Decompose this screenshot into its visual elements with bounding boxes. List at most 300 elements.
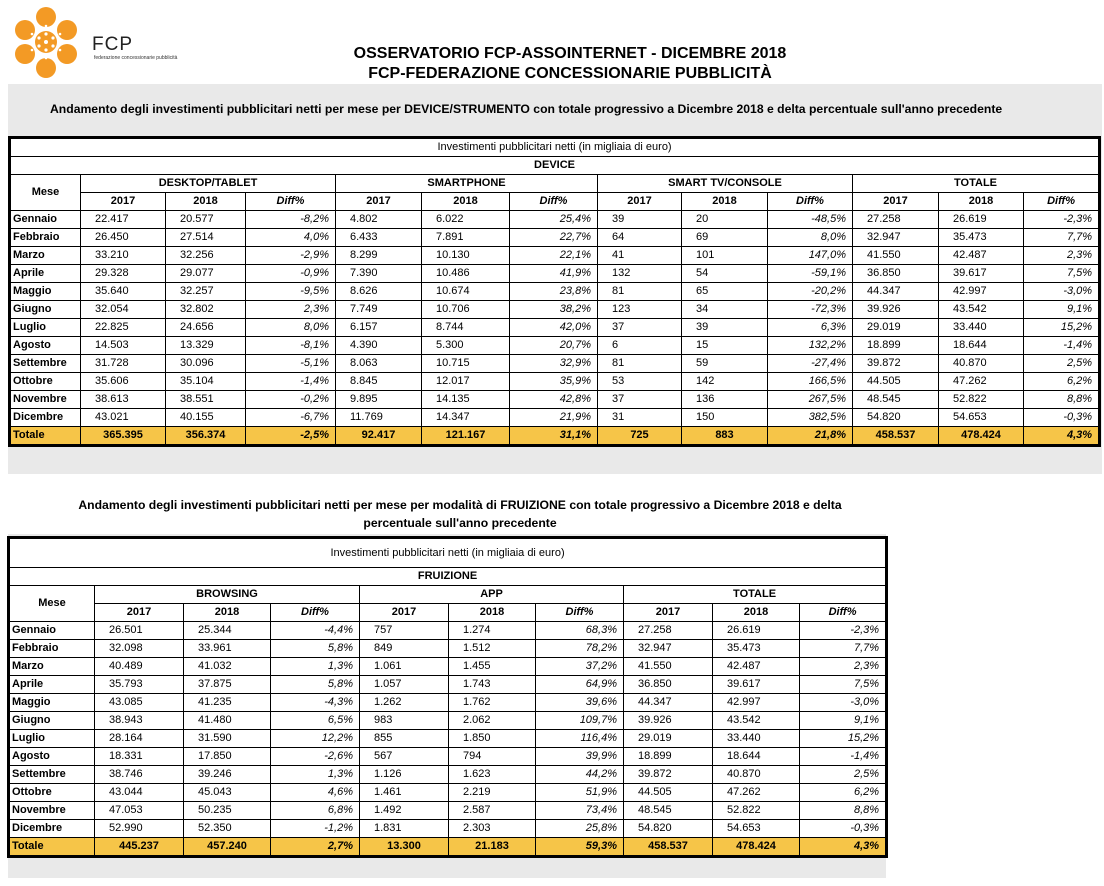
logo-subtext: federazione concessionarie pubblicità [94,55,178,61]
value-cell: 39.872 [853,355,939,373]
diff-cell: -2,3% [800,622,886,640]
value-cell: 48.545 [853,391,939,409]
diff-cell: 7,5% [1024,265,1099,283]
diff-cell: 8,0% [768,229,853,247]
value-cell: 38.943 [95,712,184,730]
table-row [11,247,1099,265]
value-cell: 30.096 [166,355,246,373]
diff-cell: 5,8% [271,676,360,694]
month-cell: Agosto [10,748,95,766]
value-cell: 18.899 [624,748,713,766]
value-cell: 27.258 [624,622,713,640]
diff-cell: -0,3% [1024,409,1099,427]
month-cell: Dicembre [10,820,95,838]
value-cell: 12.017 [422,373,510,391]
value-cell: 123 [598,301,682,319]
value-cell: 11.769 [336,409,422,427]
value-cell: 42.997 [939,283,1024,301]
diff-header: Diff% [246,193,336,211]
diff-cell: 9,1% [800,712,886,730]
month-cell: Totale [11,427,81,445]
table-row [11,283,1099,301]
diff-cell: 1,3% [271,658,360,676]
value-cell: 794 [449,748,536,766]
diff-cell: 2,5% [1024,355,1099,373]
diff-header: Diff% [271,604,360,622]
diff-cell: 31,1% [510,427,598,445]
value-cell: 43.542 [713,712,800,730]
value-cell: 39 [682,319,768,337]
value-cell: 65 [682,283,768,301]
value-cell: 1.461 [360,784,449,802]
diff-cell: 2,7% [271,838,360,856]
value-cell: 32.256 [166,247,246,265]
value-cell: 39.246 [184,766,271,784]
month-cell: Febbraio [10,640,95,658]
table-row [11,409,1099,427]
value-cell: 35.606 [81,373,166,391]
table-row [10,748,886,766]
value-cell: 7.749 [336,301,422,319]
value-cell: 2.062 [449,712,536,730]
diff-cell: 132,2% [768,337,853,355]
diff-cell: -8,2% [246,211,336,229]
mese-header: Mese [10,586,95,622]
year-header: 2017 [336,193,422,211]
value-cell: 36.850 [624,676,713,694]
diff-cell: 44,2% [536,766,624,784]
diff-cell: 23,8% [510,283,598,301]
value-cell: 22.825 [81,319,166,337]
value-cell: 2.587 [449,802,536,820]
value-cell: 64 [598,229,682,247]
value-cell: 458.537 [853,427,939,445]
value-cell: 52.990 [95,820,184,838]
value-cell: 38.613 [81,391,166,409]
value-cell: 1.743 [449,676,536,694]
value-cell: 983 [360,712,449,730]
diff-cell: 6,2% [800,784,886,802]
diff-cell: -2,9% [246,247,336,265]
value-cell: 27.258 [853,211,939,229]
value-cell: 54.653 [939,409,1024,427]
month-cell: Luglio [10,730,95,748]
value-cell: 52.822 [939,391,1024,409]
diff-cell: 7,7% [800,640,886,658]
section1-title: Andamento degli investimenti pubblicitari netti per mese per DEVICE/STRUMENTO con totale progressivo a Dicembre 2018 e delta percentuale sull'anno precedente [50,102,1003,116]
value-cell: 6 [598,337,682,355]
table-row [11,301,1099,319]
value-cell: 35.793 [95,676,184,694]
value-cell: 39.872 [624,766,713,784]
diff-cell: 20,7% [510,337,598,355]
table-row [11,319,1099,337]
value-cell: 855 [360,730,449,748]
month-cell: Novembre [11,391,81,409]
value-cell: 142 [682,373,768,391]
value-cell: 10.706 [422,301,510,319]
value-cell: 365.395 [81,427,166,445]
value-cell: 31.590 [184,730,271,748]
value-cell: 757 [360,622,449,640]
month-cell: Gennaio [10,622,95,640]
table-row [10,802,886,820]
value-cell: 1.492 [360,802,449,820]
value-cell: 150 [682,409,768,427]
value-cell: 41 [598,247,682,265]
value-cell: 1.057 [360,676,449,694]
value-cell: 883 [682,427,768,445]
value-cell: 32.802 [166,301,246,319]
diff-cell: -72,3% [768,301,853,319]
month-cell: Dicembre [11,409,81,427]
diff-cell: -1,2% [271,820,360,838]
month-cell: Aprile [10,676,95,694]
value-cell: 41.550 [624,658,713,676]
year-header: 2017 [624,604,713,622]
month-cell: Aprile [11,265,81,283]
year-header: 2017 [853,193,939,211]
diff-cell: 4,0% [246,229,336,247]
value-cell: 27.514 [166,229,246,247]
diff-cell: 116,4% [536,730,624,748]
diff-cell: -20,2% [768,283,853,301]
value-cell: 39.926 [624,712,713,730]
value-cell: 54 [682,265,768,283]
diff-cell: 4,6% [271,784,360,802]
month-cell: Settembre [11,355,81,373]
diff-cell: -48,5% [768,211,853,229]
diff-cell: 51,9% [536,784,624,802]
col-app: APP [360,586,624,604]
value-cell: 6.022 [422,211,510,229]
month-cell: Giugno [11,301,81,319]
value-cell: 48.545 [624,802,713,820]
table2-group: FRUIZIONE [10,568,886,586]
diff-cell: 7,7% [1024,229,1099,247]
table1-group: DEVICE [11,157,1099,175]
diff-cell: 38,2% [510,301,598,319]
value-cell: 81 [598,283,682,301]
value-cell: 17.850 [184,748,271,766]
diff-cell: 25,8% [536,820,624,838]
table-row [10,676,886,694]
value-cell: 4.802 [336,211,422,229]
diff-cell: -1,4% [1024,337,1099,355]
value-cell: 1.262 [360,694,449,712]
table-row [10,640,886,658]
value-cell: 53 [598,373,682,391]
value-cell: 1.623 [449,766,536,784]
diff-header: Diff% [536,604,624,622]
diff-cell: 2,3% [246,301,336,319]
value-cell: 5.300 [422,337,510,355]
diff-cell: -1,4% [800,748,886,766]
value-cell: 725 [598,427,682,445]
page-title [240,44,900,84]
value-cell: 14.347 [422,409,510,427]
value-cell: 13.300 [360,838,449,856]
value-cell: 40.489 [95,658,184,676]
value-cell: 8.845 [336,373,422,391]
col-smartphone: SMARTPHONE [336,175,598,193]
value-cell: 35.640 [81,283,166,301]
value-cell: 9.895 [336,391,422,409]
value-cell: 32.098 [95,640,184,658]
value-cell: 34 [682,301,768,319]
total-row [10,838,886,856]
col-browsing: BROWSING [95,586,360,604]
value-cell: 38.551 [166,391,246,409]
value-cell: 1.850 [449,730,536,748]
section2-title [30,496,890,532]
col-smart-tv-console: SMART TV/CONSOLE [598,175,853,193]
table-row [10,694,886,712]
diff-cell: 39,6% [536,694,624,712]
year-header: 2017 [81,193,166,211]
value-cell: 29.077 [166,265,246,283]
diff-cell: -0,2% [246,391,336,409]
value-cell: 121.167 [422,427,510,445]
diff-cell: 166,5% [768,373,853,391]
month-cell: Febbraio [11,229,81,247]
value-cell: 18.331 [95,748,184,766]
value-cell: 29.328 [81,265,166,283]
year-header: 2018 [939,193,1024,211]
value-cell: 39 [598,211,682,229]
diff-cell: 8,8% [1024,391,1099,409]
value-cell: 101 [682,247,768,265]
year-header: 2017 [598,193,682,211]
diff-cell: 2,3% [1024,247,1099,265]
diff-cell: 4,3% [1024,427,1099,445]
diff-cell: 8,8% [800,802,886,820]
value-cell: 52.350 [184,820,271,838]
table-row [11,391,1099,409]
diff-header: Diff% [1024,193,1099,211]
value-cell: 8.626 [336,283,422,301]
value-cell: 39.926 [853,301,939,319]
value-cell: 32.257 [166,283,246,301]
diff-cell: 4,3% [800,838,886,856]
value-cell: 7.891 [422,229,510,247]
diff-cell: 39,9% [536,748,624,766]
value-cell: 69 [682,229,768,247]
value-cell: 356.374 [166,427,246,445]
value-cell: 37 [598,319,682,337]
year-header: 2018 [682,193,768,211]
diff-cell: 8,0% [246,319,336,337]
value-cell: 26.450 [81,229,166,247]
diff-cell: 2,3% [800,658,886,676]
value-cell: 45.043 [184,784,271,802]
value-cell: 43.044 [95,784,184,802]
fruizione-table [9,538,886,856]
table-row [10,658,886,676]
value-cell: 31.728 [81,355,166,373]
col-totale: TOTALE [853,175,1099,193]
month-cell: Ottobre [11,373,81,391]
flower-logo-icon [8,6,88,80]
month-cell: Luglio [11,319,81,337]
diff-cell: -0,9% [246,265,336,283]
diff-cell: 109,7% [536,712,624,730]
diff-cell: 21,9% [510,409,598,427]
diff-cell: -3,0% [1024,283,1099,301]
value-cell: 33.440 [939,319,1024,337]
table1-caption: Investimenti pubblicitari netti (in migliaia di euro) [11,139,1099,157]
value-cell: 33.210 [81,247,166,265]
value-cell: 29.019 [624,730,713,748]
value-cell: 54.653 [713,820,800,838]
value-cell: 92.417 [336,427,422,445]
month-cell: Marzo [11,247,81,265]
value-cell: 18.644 [939,337,1024,355]
month-cell: Maggio [11,283,81,301]
year-header: 2018 [713,604,800,622]
value-cell: 1.126 [360,766,449,784]
value-cell: 1.512 [449,640,536,658]
diff-cell: 25,4% [510,211,598,229]
table-row [11,355,1099,373]
value-cell: 567 [360,748,449,766]
diff-header: Diff% [768,193,853,211]
value-cell: 1.455 [449,658,536,676]
mese-header: Mese [11,175,81,211]
table-row [11,337,1099,355]
month-cell: Ottobre [10,784,95,802]
value-cell: 26.501 [95,622,184,640]
title-line-1: OSSERVATORIO FCP-ASSOINTERNET - DICEMBRE 2018 [353,45,787,62]
diff-cell: 6,8% [271,802,360,820]
diff-cell: 7,5% [800,676,886,694]
value-cell: 36.850 [853,265,939,283]
value-cell: 50.235 [184,802,271,820]
value-cell: 33.440 [713,730,800,748]
value-cell: 40.870 [713,766,800,784]
value-cell: 10.130 [422,247,510,265]
table-row [10,784,886,802]
value-cell: 41.480 [184,712,271,730]
diff-header: Diff% [510,193,598,211]
section2-title-line-1: Andamento degli investimenti pubblicitari netti per mese per modalità di FRUIZIONE con totale progressivo a Dicembre 2018 e delta [78,498,842,512]
value-cell: 2.303 [449,820,536,838]
value-cell: 39.617 [713,676,800,694]
diff-cell: -6,7% [246,409,336,427]
value-cell: 41.550 [853,247,939,265]
diff-cell: -4,4% [271,622,360,640]
value-cell: 20 [682,211,768,229]
value-cell: 47.053 [95,802,184,820]
diff-cell: 42,8% [510,391,598,409]
value-cell: 39.617 [939,265,1024,283]
value-cell: 44.505 [624,784,713,802]
diff-cell: 64,9% [536,676,624,694]
value-cell: 47.262 [713,784,800,802]
value-cell: 14.135 [422,391,510,409]
diff-cell: -5,1% [246,355,336,373]
month-cell: Settembre [10,766,95,784]
diff-cell: 32,9% [510,355,598,373]
value-cell: 20.577 [166,211,246,229]
value-cell: 2.219 [449,784,536,802]
value-cell: 1.061 [360,658,449,676]
month-cell: Maggio [10,694,95,712]
value-cell: 37 [598,391,682,409]
diff-cell: -27,4% [768,355,853,373]
diff-cell: 42,0% [510,319,598,337]
col-desktop-tablet: DESKTOP/TABLET [81,175,336,193]
value-cell: 32.054 [81,301,166,319]
diff-cell: 6,3% [768,319,853,337]
month-cell: Novembre [10,802,95,820]
value-cell: 42.487 [939,247,1024,265]
diff-cell: 73,4% [536,802,624,820]
value-cell: 445.237 [95,838,184,856]
diff-cell: 6,5% [271,712,360,730]
diff-cell: 35,9% [510,373,598,391]
diff-cell: 15,2% [800,730,886,748]
diff-cell: -0,3% [800,820,886,838]
year-header: 2017 [95,604,184,622]
value-cell: 18.644 [713,748,800,766]
value-cell: 28.164 [95,730,184,748]
value-cell: 41.235 [184,694,271,712]
diff-cell: 267,5% [768,391,853,409]
diff-cell: 1,3% [271,766,360,784]
value-cell: 38.746 [95,766,184,784]
value-cell: 24.656 [166,319,246,337]
table2-caption: Investimenti pubblicitari netti (in migliaia di euro) [10,539,886,568]
value-cell: 44.347 [624,694,713,712]
title-line-2: FCP-FEDERAZIONE CONCESSIONARIE PUBBLICITÀ [368,65,772,82]
section2-title-line-2: percentuale sull'anno precedente [363,516,557,530]
value-cell: 26.619 [939,211,1024,229]
value-cell: 35.473 [713,640,800,658]
table-row [11,211,1099,229]
diff-cell: -59,1% [768,265,853,283]
value-cell: 40.870 [939,355,1024,373]
table-row [11,373,1099,391]
value-cell: 59 [682,355,768,373]
value-cell: 52.822 [713,802,800,820]
year-header: 2018 [449,604,536,622]
value-cell: 6.157 [336,319,422,337]
value-cell: 849 [360,640,449,658]
year-header: 2018 [422,193,510,211]
value-cell: 33.961 [184,640,271,658]
value-cell: 43.085 [95,694,184,712]
diff-cell: 68,3% [536,622,624,640]
value-cell: 31 [598,409,682,427]
value-cell: 43.021 [81,409,166,427]
table-row [10,622,886,640]
value-cell: 10.486 [422,265,510,283]
value-cell: 18.899 [853,337,939,355]
diff-cell: 382,5% [768,409,853,427]
value-cell: 42.487 [713,658,800,676]
device-table [10,138,1099,445]
value-cell: 32.947 [624,640,713,658]
value-cell: 22.417 [81,211,166,229]
table-row [10,712,886,730]
diff-cell: 37,2% [536,658,624,676]
value-cell: 42.997 [713,694,800,712]
value-cell: 35.104 [166,373,246,391]
value-cell: 10.715 [422,355,510,373]
value-cell: 54.820 [853,409,939,427]
diff-cell: -9,5% [246,283,336,301]
